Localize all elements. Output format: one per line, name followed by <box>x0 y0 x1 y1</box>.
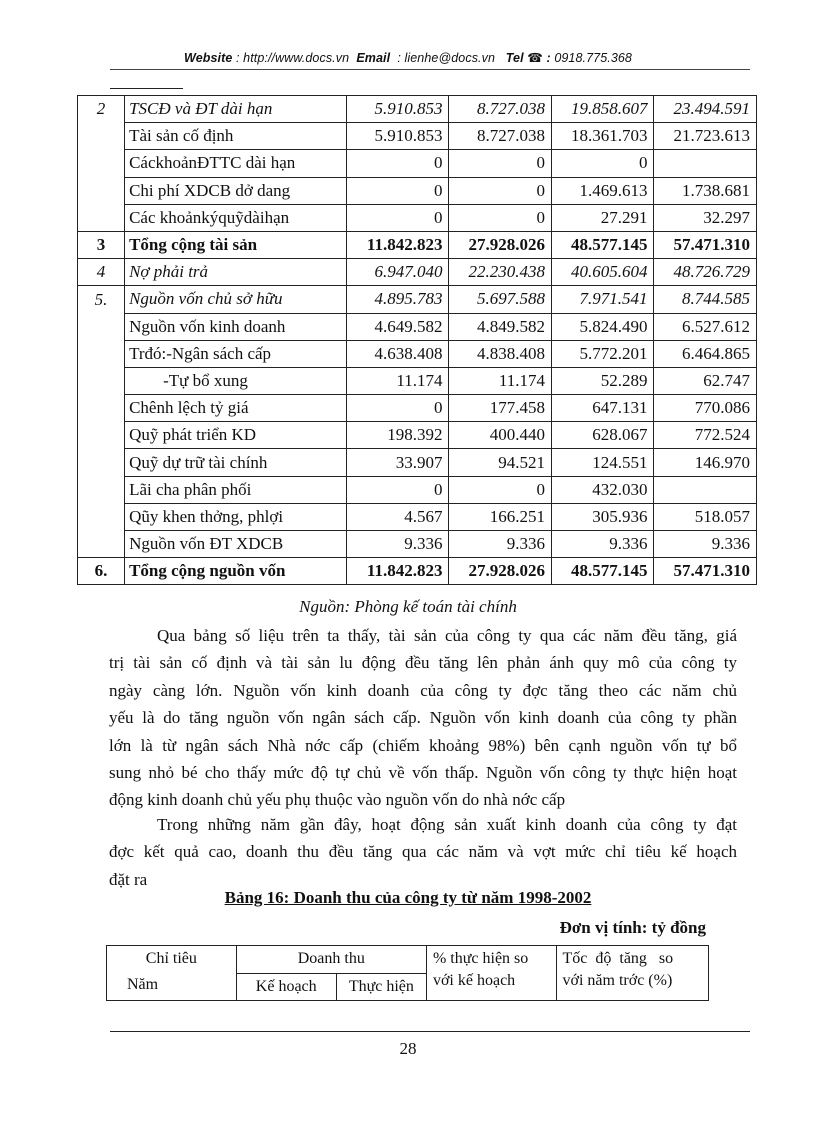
row-label: Các khoảnkýquỹdàihạn <box>125 204 347 231</box>
value-2000: 0 <box>449 476 552 503</box>
value-2001: 9.336 <box>551 531 654 558</box>
value-1998: 11.174 <box>347 367 449 394</box>
website-label: Website <box>184 51 233 65</box>
website-url[interactable]: : http://www.docs.vn <box>236 51 350 65</box>
paragraph-line: sung nhỏ bé cho thấy mức độ tự chủ về vốn thấp. Nguồn vốn công ty thực hiện hoạt <box>109 763 737 783</box>
row-index: 2 <box>78 96 125 123</box>
footer-divider <box>110 1031 750 1032</box>
paragraph-line: đặt ra <box>109 869 148 889</box>
value-1998: 5.910.853 <box>347 96 449 123</box>
row-label: TSCĐ và ĐT dài hạn <box>125 96 347 123</box>
growth-line1: Tốc độ tăng so <box>562 950 674 967</box>
value-2000: 4.849.582 <box>449 313 552 340</box>
table-row <box>78 177 757 204</box>
value-2000: 8.727.038 <box>449 123 552 150</box>
value-1998: 198.392 <box>347 422 449 449</box>
paragraph-line: yếu là do tăng nguồn vốn ngân sách cấp. Nguồn vốn kinh doanh của công ty phần <box>109 708 737 728</box>
paragraph-line: Trong những năm gần đây, hoạt động sản xuất kinh doanh của công ty đạt <box>157 815 737 834</box>
value-2001: 27.291 <box>551 204 654 231</box>
value-1998: 9.336 <box>347 531 449 558</box>
paragraph-line: Qua bảng số liệu trên ta thấy, tài sản của công ty qua các năm đều tăng, giá <box>157 626 737 645</box>
year-label: Năm <box>127 976 159 993</box>
value-2001: 48.577.145 <box>551 231 654 258</box>
value-2002: 57.471.310 <box>654 231 757 258</box>
table-row <box>78 231 757 258</box>
value-2002 <box>654 150 757 177</box>
value-2001: 52.289 <box>551 367 654 394</box>
row-index <box>78 313 125 340</box>
row-index <box>78 503 125 530</box>
value-2002: 772.524 <box>654 422 757 449</box>
value-2002: 518.057 <box>654 503 757 530</box>
tel-value: 0918.775.368 <box>554 51 632 65</box>
paragraph-analysis <box>109 622 737 814</box>
email-value[interactable]: : lienhe@docs.vn <box>397 51 496 65</box>
value-2002: 146.970 <box>654 449 757 476</box>
value-2000: 0 <box>449 204 552 231</box>
value-2001: 628.067 <box>551 422 654 449</box>
table2-unit: Đơn vị tính: tỷ đồng <box>559 918 706 937</box>
value-2000: 11.174 <box>449 367 552 394</box>
value-2001: 0 <box>551 150 654 177</box>
value-2000: 94.521 <box>449 449 552 476</box>
row-label: Lãi cha phân phối <box>125 476 347 503</box>
value-1998: 11.842.823 <box>347 231 449 258</box>
row-index <box>78 340 125 367</box>
row-label: -Tự bổ xung <box>125 367 347 394</box>
indicator-header-cell <box>107 946 237 1001</box>
revenue-header: Doanh thu <box>236 946 426 974</box>
paragraph-line: đợc kết quả cao, doanh thu đều tăng qua các năm và vợt mức chỉ tiêu kế hoạch <box>109 842 737 862</box>
value-1998: 4.649.582 <box>347 313 449 340</box>
value-1998: 0 <box>347 204 449 231</box>
table-row <box>78 558 757 585</box>
value-2001: 7.971.541 <box>551 286 654 313</box>
value-2002: 32.297 <box>654 204 757 231</box>
row-label: Chênh lệch tỷ giá <box>125 395 347 422</box>
value-2002: 6.527.612 <box>654 313 757 340</box>
table2-caption: Bảng 16: Doanh thu của công ty từ năm 1998-2002 <box>224 888 592 907</box>
row-label: Quỹ dự trữ tài chính <box>125 449 347 476</box>
pct-plan-line2: với kế hoạch <box>432 972 516 989</box>
row-label: Nợ phải trả <box>125 259 347 286</box>
paragraph-line: lớn là từ ngân sách Nhà nớc cấp (chiếm khoảng 98%) bên cạnh nguồn vốn tự bổ <box>109 735 737 755</box>
value-2000: 5.697.588 <box>449 286 552 313</box>
row-label: Quỹ phát triển KD <box>125 422 347 449</box>
paragraph-line: ngày càng lớn. Nguồn vốn kinh doanh của công ty đợc tăng theo các năm chủ <box>109 680 737 700</box>
value-2001: 1.469.613 <box>551 177 654 204</box>
table-row <box>78 150 757 177</box>
table-row <box>78 123 757 150</box>
table-row <box>78 340 757 367</box>
row-index <box>78 422 125 449</box>
row-index: 5. <box>78 286 125 313</box>
table-row <box>78 204 757 231</box>
value-2002: 48.726.729 <box>654 259 757 286</box>
value-2002: 62.747 <box>654 367 757 394</box>
table-row <box>78 313 757 340</box>
value-1998: 4.895.783 <box>347 286 449 313</box>
value-1998: 5.910.853 <box>347 123 449 150</box>
paragraph-line: động kinh doanh chủ yếu phụ thuộc vào nguồn vốn do nhà nớc cấp <box>109 790 566 810</box>
row-index: 4 <box>78 259 125 286</box>
value-1998: 11.842.823 <box>347 558 449 585</box>
value-2002 <box>654 476 757 503</box>
value-1998: 0 <box>347 476 449 503</box>
value-1998: 0 <box>347 150 449 177</box>
table-row <box>78 476 757 503</box>
page-header <box>0 50 816 65</box>
row-label: Tổng cộng nguồn vốn <box>125 558 347 585</box>
plan-header: Kế hoạch <box>236 973 336 1001</box>
table-row <box>78 395 757 422</box>
value-1998: 4.638.408 <box>347 340 449 367</box>
value-2002: 57.471.310 <box>654 558 757 585</box>
value-2001: 124.551 <box>551 449 654 476</box>
row-label: Tổng cộng tài sản <box>125 231 347 258</box>
value-1998: 33.907 <box>347 449 449 476</box>
value-2002: 6.464.865 <box>654 340 757 367</box>
row-index <box>78 476 125 503</box>
pct-plan-header <box>426 946 556 1001</box>
value-2001: 19.858.607 <box>551 96 654 123</box>
value-2002: 9.336 <box>654 531 757 558</box>
value-2001: 18.361.703 <box>551 123 654 150</box>
row-label: CáckhoảnĐTTC dài hạn <box>125 150 347 177</box>
value-2000: 9.336 <box>449 531 552 558</box>
table-row <box>78 367 757 394</box>
table-row <box>78 503 757 530</box>
table-row <box>78 422 757 449</box>
row-label: Nguồn vốn ĐT XDCB <box>125 531 347 558</box>
value-2000: 27.928.026 <box>449 558 552 585</box>
paragraph-line: trị tài sản cố định và tài sản lu động đều tăng lên phản ánh quy mô của công ty <box>109 653 737 673</box>
header-divider <box>110 69 750 70</box>
value-2002: 23.494.591 <box>654 96 757 123</box>
page-number: 28 <box>399 1039 417 1058</box>
table-row <box>78 259 757 286</box>
row-label: Chi phí XDCB dở dang <box>125 177 347 204</box>
value-2001: 40.605.604 <box>551 259 654 286</box>
value-2000: 400.440 <box>449 422 552 449</box>
short-divider <box>110 88 183 89</box>
value-2000: 0 <box>449 150 552 177</box>
row-label: Nguồn vốn chủ sở hữu <box>125 286 347 313</box>
paragraph-revenue <box>109 811 737 893</box>
value-2000: 177.458 <box>449 395 552 422</box>
row-index <box>78 531 125 558</box>
value-1998: 0 <box>347 395 449 422</box>
growth-line2: với năm trớc (%) <box>562 972 673 989</box>
row-index <box>78 177 125 204</box>
row-label: Tài sản cố định <box>125 123 347 150</box>
row-index: 3 <box>78 231 125 258</box>
value-2001: 647.131 <box>551 395 654 422</box>
value-2002: 1.738.681 <box>654 177 757 204</box>
value-2001: 305.936 <box>551 503 654 530</box>
email-label: Email <box>356 51 391 65</box>
value-2000: 22.230.438 <box>449 259 552 286</box>
tel-label: Tel ☎ : <box>505 51 551 65</box>
revenue-table <box>106 945 709 1001</box>
table-row <box>78 96 757 123</box>
row-label: Trđó:-Ngân sách cấp <box>125 340 347 367</box>
table-row <box>78 286 757 313</box>
value-2000: 8.727.038 <box>449 96 552 123</box>
row-index <box>78 395 125 422</box>
row-index <box>78 204 125 231</box>
value-2001: 48.577.145 <box>551 558 654 585</box>
value-1998: 0 <box>347 177 449 204</box>
balance-sheet-table <box>77 95 757 585</box>
table-row <box>78 531 757 558</box>
actual-header: Thực hiện <box>336 973 426 1001</box>
value-2000: 0 <box>449 177 552 204</box>
row-index: 6. <box>78 558 125 585</box>
table-row <box>78 449 757 476</box>
value-2002: 21.723.613 <box>654 123 757 150</box>
value-2002: 770.086 <box>654 395 757 422</box>
value-2001: 5.772.201 <box>551 340 654 367</box>
value-2001: 432.030 <box>551 476 654 503</box>
value-2001: 5.824.490 <box>551 313 654 340</box>
value-2000: 27.928.026 <box>449 231 552 258</box>
value-2002: 8.744.585 <box>654 286 757 313</box>
value-1998: 4.567 <box>347 503 449 530</box>
row-index <box>78 150 125 177</box>
value-2000: 166.251 <box>449 503 552 530</box>
row-index <box>78 449 125 476</box>
row-index <box>78 123 125 150</box>
source-note: Nguồn: Phòng kế toán tài chính <box>299 597 517 616</box>
value-1998: 6.947.040 <box>347 259 449 286</box>
pct-plan-line1: % thực hiện so <box>432 950 529 967</box>
growth-header <box>556 946 709 1001</box>
row-index <box>78 367 125 394</box>
row-label: Nguồn vốn kinh doanh <box>125 313 347 340</box>
row-label: Qũy khen thởng, phlợi <box>125 503 347 530</box>
value-2000: 4.838.408 <box>449 340 552 367</box>
indicator-label: Chỉ tiêu <box>145 950 197 967</box>
